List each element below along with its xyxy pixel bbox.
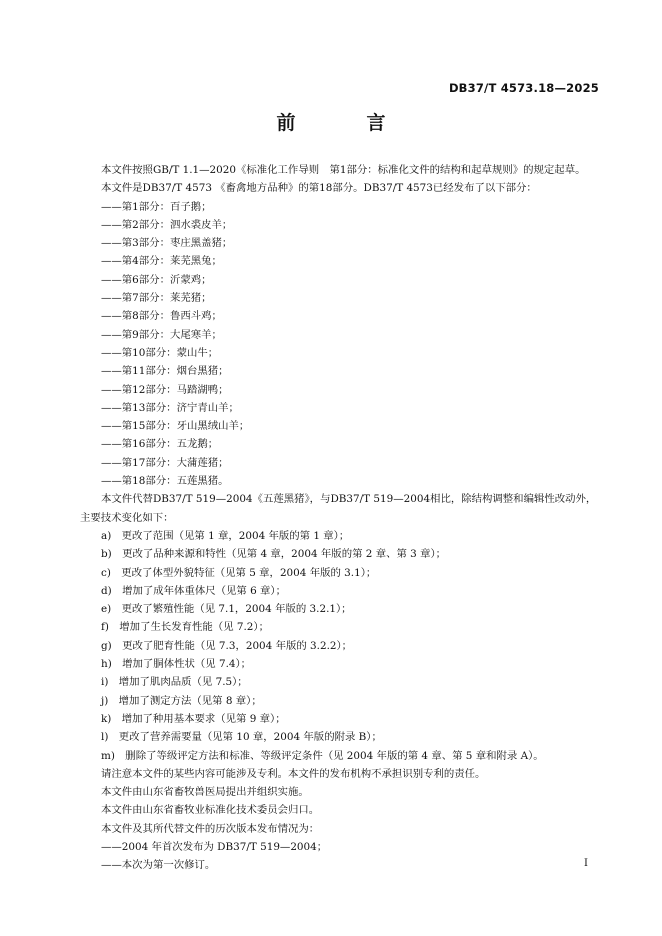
foreword-body bbox=[80, 161, 602, 875]
list-item: ——第3部分：枣庄黑盖猪； bbox=[101, 237, 233, 250]
change-item: i) 增加了肌肉品质（见 7.5）； bbox=[101, 676, 248, 689]
list-item: ——第17部分：大蒲莲猪； bbox=[101, 456, 229, 469]
change-item: e) 更改了繁殖性能（见 7.1，2004 年版的 3.2.1）； bbox=[101, 603, 352, 616]
list-item: ——2004 年首次发布为 DB37/T 519—2004； bbox=[101, 840, 328, 853]
proposer-statement: 本文件由山东省畜牧兽医局提出并组织实施。 bbox=[101, 786, 309, 799]
change-item: k) 增加了种用基本要求（见第 9 章）； bbox=[101, 712, 286, 725]
list-item: ——本次为第一次修订。 bbox=[101, 859, 216, 872]
change-item: h) 增加了胴体性状（见 7.4）； bbox=[101, 658, 252, 671]
drafting-statement: 本文件按照GB/T 1.1—2020《标准化工作导则 第1部分：标准化文件的结构和起草规则》的规定起草。 bbox=[101, 164, 586, 176]
list-item: ——第1部分：百子鹅； bbox=[101, 200, 212, 213]
change-item: l) 更改了营养需要量（见第 10 章，2004 年版的附录 B）； bbox=[101, 731, 382, 744]
page-number: I bbox=[584, 858, 588, 869]
list-item: ——第12部分：马踏湖鸭； bbox=[101, 383, 229, 396]
published-parts-list bbox=[80, 198, 602, 491]
change-item: d) 增加了成年体重体尺（见第 6 章）； bbox=[101, 584, 286, 597]
change-item: b) 更改了品种来源和特性（见第 4 章，2004 年版的第 2 章、第 3 章）； bbox=[101, 548, 447, 561]
part-statement: 本文件是DB37/T 4573 《畜禽地方品种》的第18部分。DB37/T 4573已经发布了以下部分： bbox=[101, 182, 537, 195]
list-item: ——第15部分：牙山黑绒山羊； bbox=[101, 420, 250, 433]
list-item: ——第10部分：蒙山牛； bbox=[101, 346, 219, 359]
list-item: ——第2部分：泗水裘皮羊； bbox=[101, 218, 233, 231]
list-item: ——第8部分：鲁西斗鸡； bbox=[101, 310, 222, 323]
list-item: ——第6部分：沂蒙鸡； bbox=[101, 273, 212, 286]
list-item: ——第4部分：莱芜黑兔； bbox=[101, 255, 222, 268]
list-item: ——第16部分：五龙鹅； bbox=[101, 438, 219, 451]
change-item: g) 更改了肥育性能（见 7.3，2004 年版的 3.2.2）； bbox=[101, 639, 353, 652]
change-item: j) 增加了测定方法（见第 8 章）； bbox=[101, 694, 262, 707]
change-item: m) 删除了等级评定方法和标准、等级评定条件（见 2004 年版的第 4 章、第 5 章和附录 A）。 bbox=[101, 749, 544, 762]
list-item: ——第9部分：大尾寒羊； bbox=[101, 328, 222, 341]
list-item: ——第13部分：济宁青山羊； bbox=[101, 401, 239, 414]
patent-notice: 请注意本文件的某些内容可能涉及专利。本文件的发布机构不承担识别专利的责任。 bbox=[101, 767, 486, 780]
version-history-list bbox=[80, 838, 602, 875]
document-code: DB37/T 4573.18—2025 bbox=[448, 81, 599, 95]
history-statement: 本文件及其所代替文件的历次版本发布情况为： bbox=[101, 822, 320, 835]
change-item: c) 更改了体型外貌特征（见第 5 章，2004 年版的 3.1）； bbox=[101, 566, 377, 579]
page-title: 前 言 bbox=[276, 112, 412, 134]
list-item: ——第18部分：五莲黑猪。 bbox=[101, 475, 229, 488]
change-item: a) 更改了范围（见第 1 章，2004 年版的第 1 章）； bbox=[101, 529, 350, 542]
change-item: f) 增加了生长发育性能（见 7.2）； bbox=[101, 621, 269, 634]
replacement-statement: 本文件代替DB37/T 519—2004《五莲黑猪》，与DB37/T 519—2004相比，除结构调整和编辑性改动外，主要技术变化如下： bbox=[80, 493, 597, 524]
technical-changes-list bbox=[80, 527, 602, 765]
list-item: ——第11部分：烟台黑猪； bbox=[101, 365, 229, 378]
list-item: ——第7部分：莱芜猪； bbox=[101, 292, 212, 305]
committee-statement: 本文件由山东省畜牧业标准化技术委员会归口。 bbox=[101, 804, 320, 817]
